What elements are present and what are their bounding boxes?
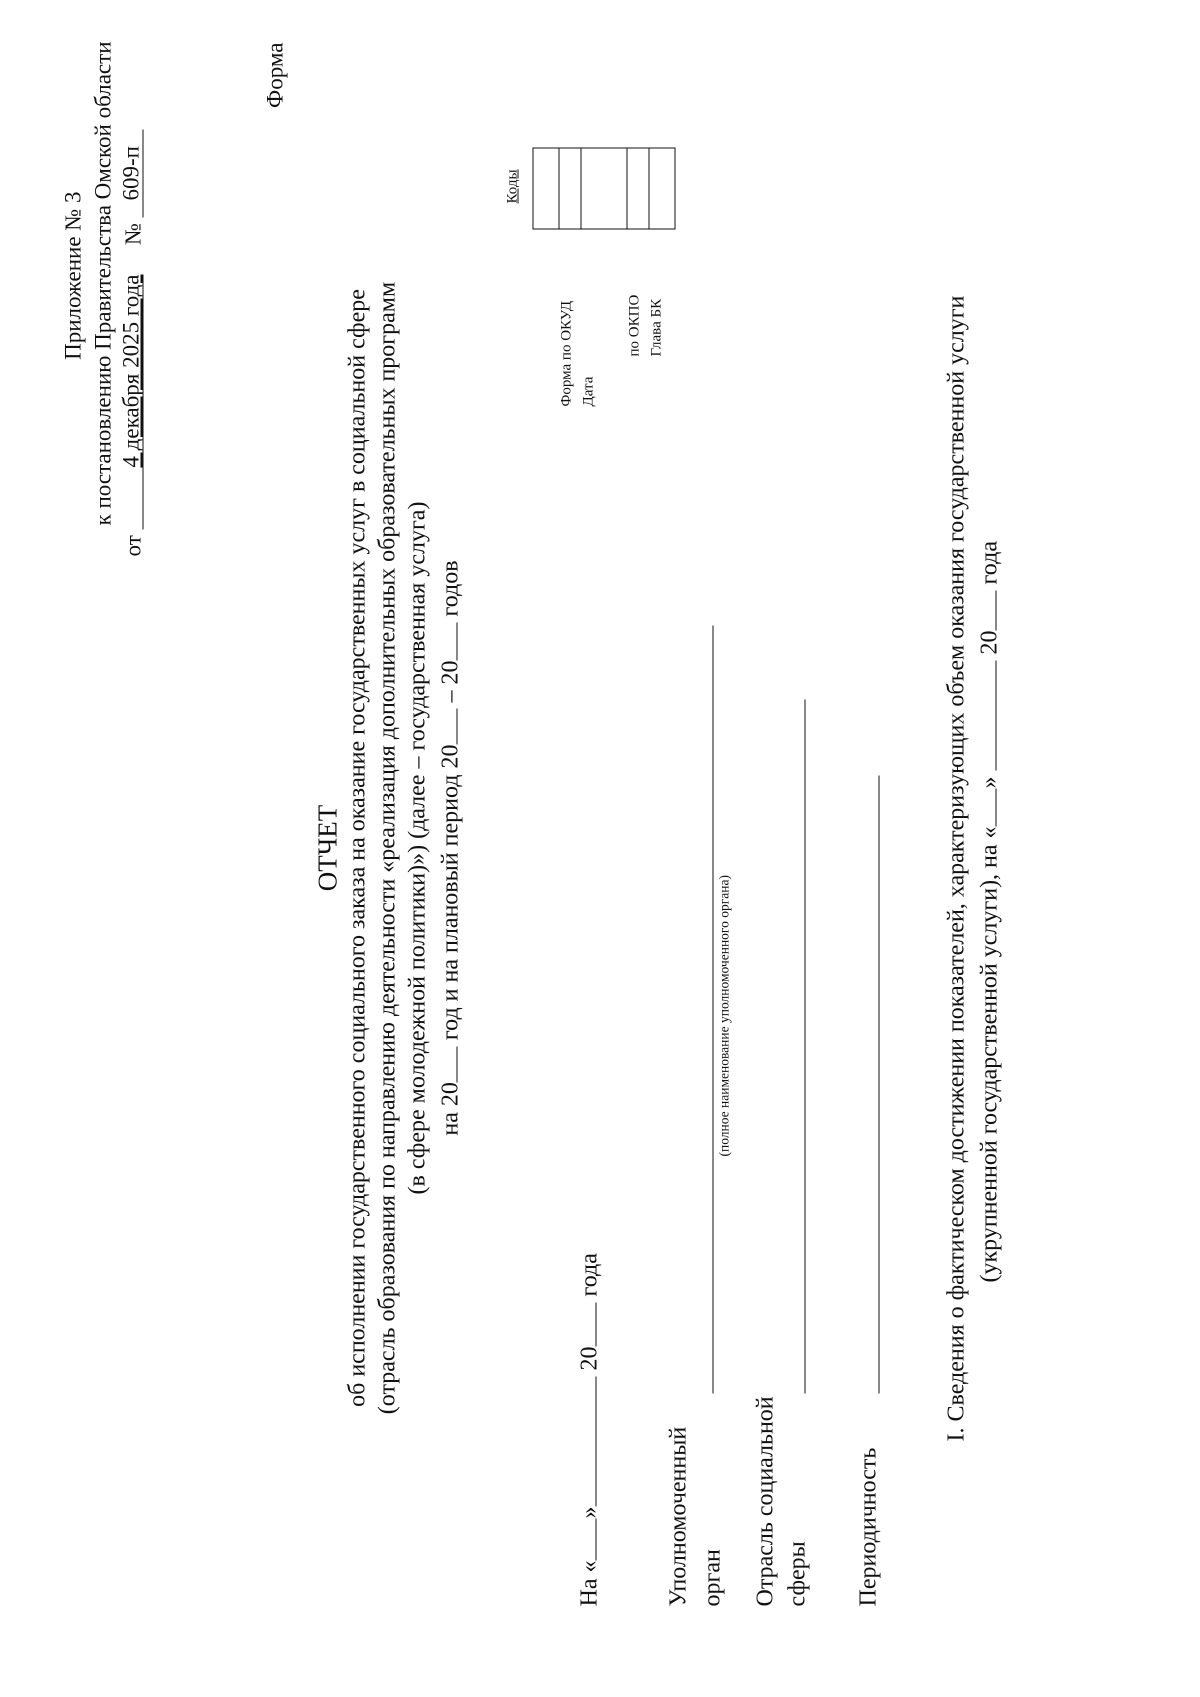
resolution-date: 4 декабря 2025 года: [118, 274, 144, 468]
as-of-year: 20: [576, 1346, 603, 1371]
social-sphere-label-1: Отрасль социальной: [752, 1396, 779, 1607]
glava-bk-label: Глава БК: [648, 298, 665, 357]
appendix-title: Приложение № 3: [60, 191, 86, 360]
codes-row-glava-bk: [649, 149, 650, 229]
report-line-1: об исполнении государственного социального заказа на оказание государственных услуг в социальной сфере: [344, 289, 371, 1407]
codes-header: Коды: [504, 169, 521, 204]
as-of-line: [574, 1253, 604, 1606]
period-year-blank: [435, 1046, 458, 1082]
section1-year: 20: [976, 630, 1003, 655]
period-suffix: годов: [437, 560, 464, 617]
report-line-3: (в сфере молодежной политики)») (далее – государственная услуга): [404, 501, 431, 1195]
as-of-suffix: года: [576, 1253, 603, 1297]
authorized-body-label-2: орган: [699, 1549, 726, 1607]
section1-suffix: года: [976, 541, 1003, 585]
period-dash: – 20: [437, 660, 464, 703]
number-underline: [118, 129, 144, 217]
appendix-resolution: к постановлению Правительства Омской области: [90, 41, 116, 526]
authorized-body-label-1: Уполномоченный: [665, 1426, 692, 1607]
rotated-page: [1, 0, 1200, 1697]
periodicity-line: [879, 776, 880, 1394]
codes-table: [533, 148, 676, 230]
section1-month-blank: [974, 660, 997, 770]
date-underline: [118, 274, 144, 530]
authorized-body-line: [713, 626, 714, 1394]
plan-year-2-blank: [435, 623, 458, 661]
from-label: от: [120, 535, 146, 557]
as-of-prefix: На «: [576, 1560, 603, 1607]
report-line-2: (отрасль образования по направлению деятельности «реализация дополнительных образовательных программ: [374, 281, 401, 1415]
number-label: №: [120, 223, 146, 245]
authorized-body-hint: (полное наименование уполномоченного органа): [716, 875, 732, 1157]
resolution-number: 609-п: [118, 146, 144, 201]
as-of-quote: »: [576, 1506, 603, 1519]
form-label: Форма: [262, 42, 288, 108]
plan-year-1-blank: [435, 709, 458, 745]
codes-row-okud: [559, 149, 560, 229]
section1-quote: »: [976, 776, 1003, 789]
okud-label: Форма по ОКУД: [558, 300, 575, 407]
periodicity-label: Периодичность: [855, 1447, 882, 1607]
okpo-label: по ОКПО: [626, 294, 643, 357]
social-sphere-line: [805, 700, 806, 1394]
codes-row-okpo: [627, 149, 628, 229]
period-prefix: на 20: [437, 1082, 464, 1136]
section1-day-blank: [974, 788, 997, 826]
section1-line-2: [974, 541, 1004, 1282]
date-label: Дата: [580, 376, 597, 407]
report-period: [435, 0, 465, 1697]
appendix-date-line: [118, 42, 147, 557]
codes-row-date: [581, 149, 582, 229]
report-title: ОТЧЕТ: [312, 804, 343, 892]
as-of-day-blank: [574, 1519, 597, 1561]
section1-line-1: I. Сведения о фактическом достижении показателей, характеризующих объем оказания государственной услуги: [943, 295, 970, 1442]
as-of-month-blank: [574, 1377, 597, 1507]
section1-year-blank: [974, 590, 997, 630]
section1-as-of-prefix: (укрупненной государственной услуги), на «: [976, 826, 1003, 1283]
as-of-year-blank: [574, 1303, 597, 1347]
social-sphere-label-2: сферы: [784, 1541, 811, 1607]
period-mid: год и на плановый период 20: [437, 744, 464, 1041]
